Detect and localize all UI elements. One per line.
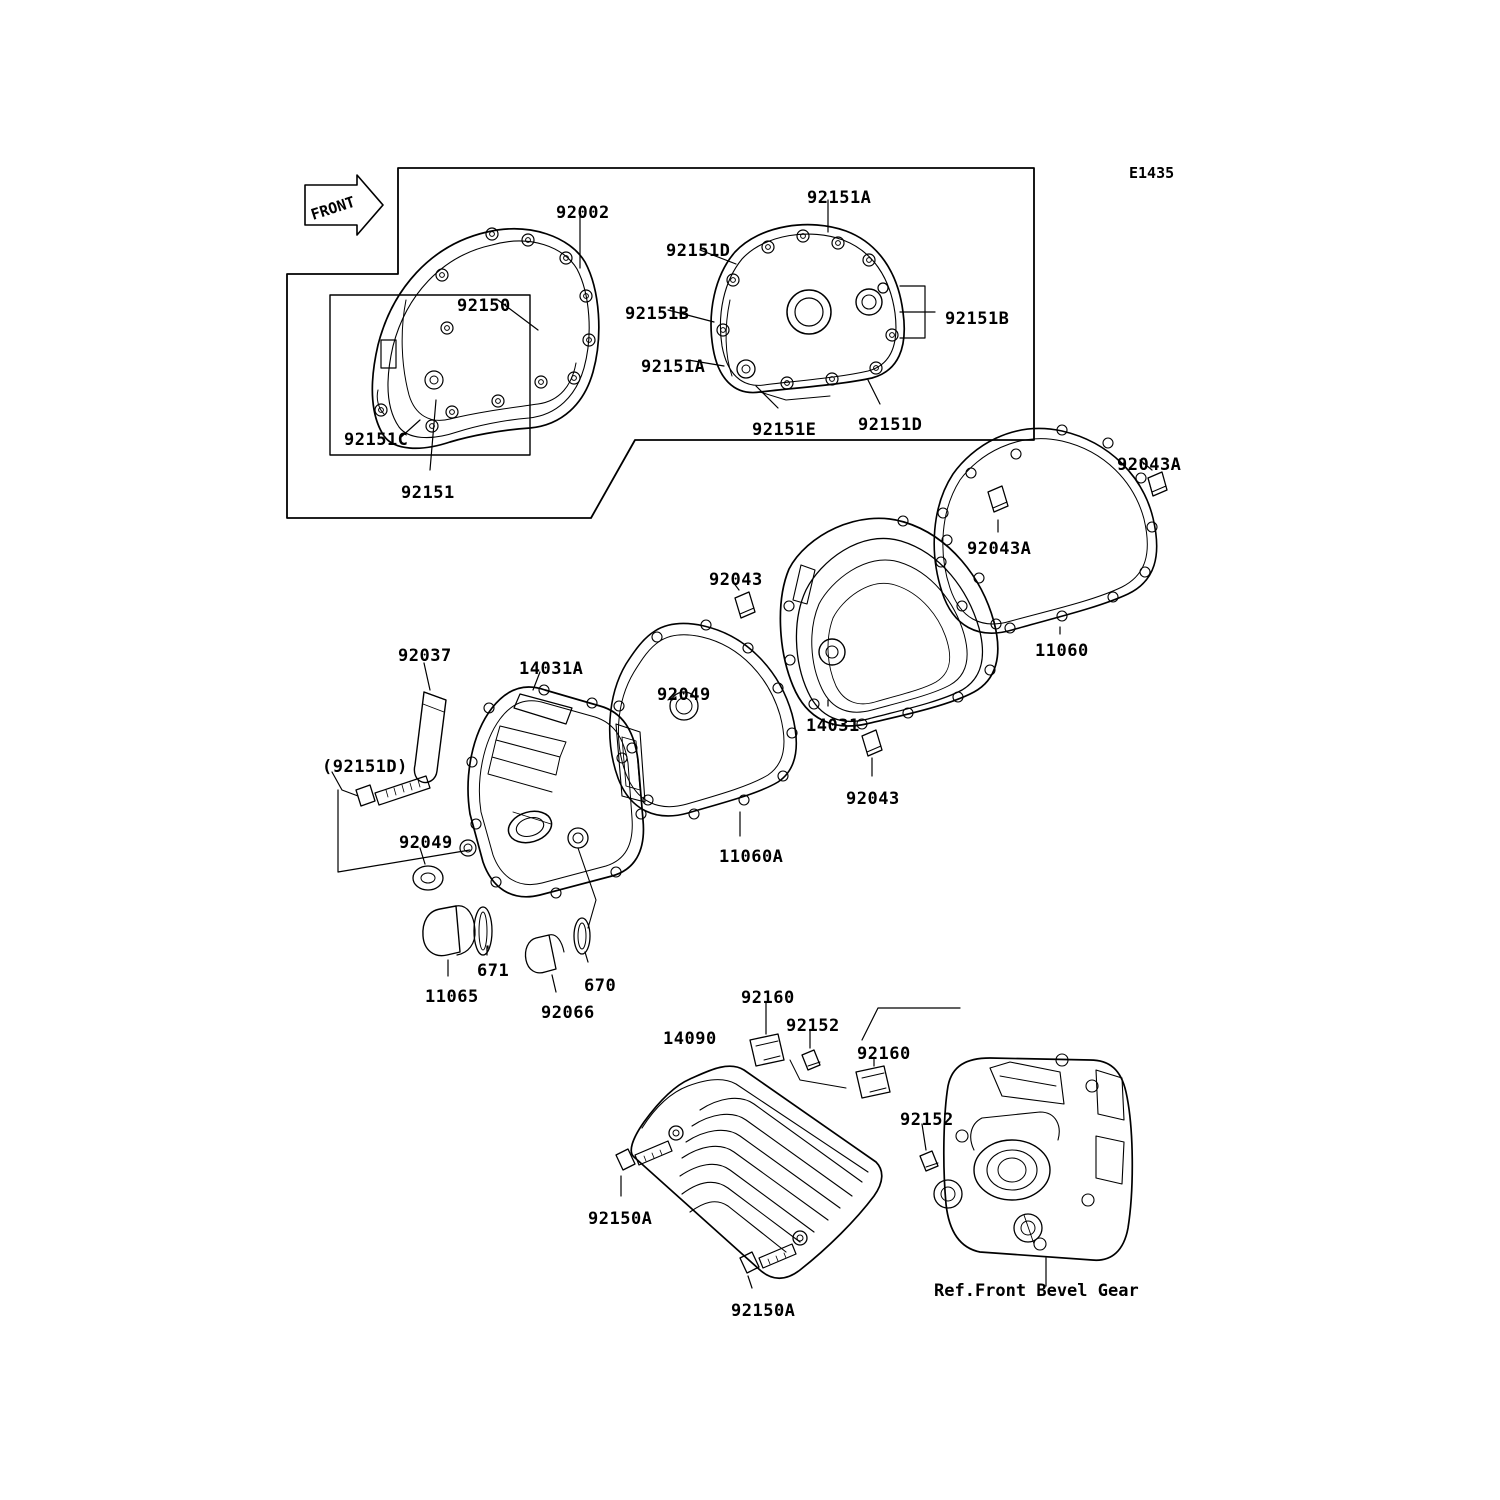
part-label-92151[interactable]: 92151: [401, 483, 455, 503]
diagram-code: E1435: [1129, 164, 1175, 182]
part-label-92049-gasket[interactable]: 92049: [657, 685, 711, 705]
bolt-92152-lower: [920, 1151, 938, 1171]
part-label-92150[interactable]: 92150: [457, 296, 511, 316]
dowel-pin-92043A-right: [1148, 472, 1167, 496]
cover-14090: [631, 1066, 882, 1278]
engine-cover-right: [711, 225, 904, 400]
part-label-92151B-left[interactable]: 92151B: [625, 304, 690, 324]
part-label-14031[interactable]: 14031: [806, 716, 860, 736]
dowel-pin-92043-lower: [862, 730, 882, 756]
plug-92066: [525, 935, 564, 973]
part-label-92043-upper[interactable]: 92043: [709, 570, 763, 590]
part-label-92152-upper[interactable]: 92152: [786, 1016, 840, 1036]
oring-671: [474, 907, 492, 955]
part-label-92151A-left[interactable]: 92151A: [641, 357, 706, 377]
part-label-14090[interactable]: 14090: [663, 1029, 717, 1049]
dowel-pin-92043A-inner: [988, 486, 1008, 512]
part-label-92151D-left[interactable]: 92151D: [666, 241, 731, 261]
part-label-92151D-paren[interactable]: (92151D): [322, 757, 408, 777]
part-label-671[interactable]: 671: [477, 961, 510, 981]
part-label-92151C[interactable]: 92151C: [344, 430, 409, 450]
part-label-92150A-lower[interactable]: 92150A: [731, 1301, 796, 1321]
engine-cover-14031A: [460, 685, 646, 898]
part-label-670[interactable]: 670: [584, 976, 617, 996]
group-outline: [287, 168, 1034, 518]
part-label-92151D-bottom[interactable]: 92151D: [858, 415, 923, 435]
part-label-92150A-upper[interactable]: 92150A: [588, 1209, 653, 1229]
part-label-92043A-right[interactable]: 92043A: [1117, 455, 1182, 475]
seal-92049-left: [413, 866, 443, 890]
part-label-92151B-right[interactable]: 92151B: [945, 309, 1010, 329]
part-label-92043A-inner[interactable]: 92043A: [967, 539, 1032, 559]
svg-text:FRONT: FRONT: [308, 192, 358, 224]
front-arrow-icon: [305, 175, 383, 235]
part-label-92160-lower[interactable]: 92160: [857, 1044, 911, 1064]
part-label-14031A[interactable]: 14031A: [519, 659, 584, 679]
part-label-92066[interactable]: 92066: [541, 1003, 595, 1023]
cap-11065: [423, 906, 475, 956]
part-label-92152-lower[interactable]: 92152: [900, 1110, 954, 1130]
part-label-92160-upper[interactable]: 92160: [741, 988, 795, 1008]
part-label-11060[interactable]: 11060: [1035, 641, 1089, 661]
part-label-11060A[interactable]: 11060A: [719, 847, 784, 867]
clamp-92160-lower: [856, 1066, 890, 1098]
pin-92037: [414, 692, 446, 783]
part-label-11065[interactable]: 11065: [425, 987, 479, 1007]
part-label-92049-left[interactable]: 92049: [399, 833, 453, 853]
bolt-92152-upper: [802, 1050, 820, 1070]
part-label-92151A-top[interactable]: 92151A: [807, 188, 872, 208]
part-label-92037[interactable]: 92037: [398, 646, 452, 666]
clamp-92160-upper: [750, 1034, 784, 1066]
dowel-pin-92043-upper: [735, 592, 755, 618]
part-label-92002[interactable]: 92002: [556, 203, 610, 223]
engine-cover-left: [372, 228, 598, 448]
oring-670: [574, 918, 590, 954]
reference-note[interactable]: Ref.Front Bevel Gear: [934, 1281, 1139, 1301]
part-label-92043-lower[interactable]: 92043: [846, 789, 900, 809]
front-bevel-gear-housing: [934, 1054, 1132, 1260]
part-label-92151E[interactable]: 92151E: [752, 420, 817, 440]
